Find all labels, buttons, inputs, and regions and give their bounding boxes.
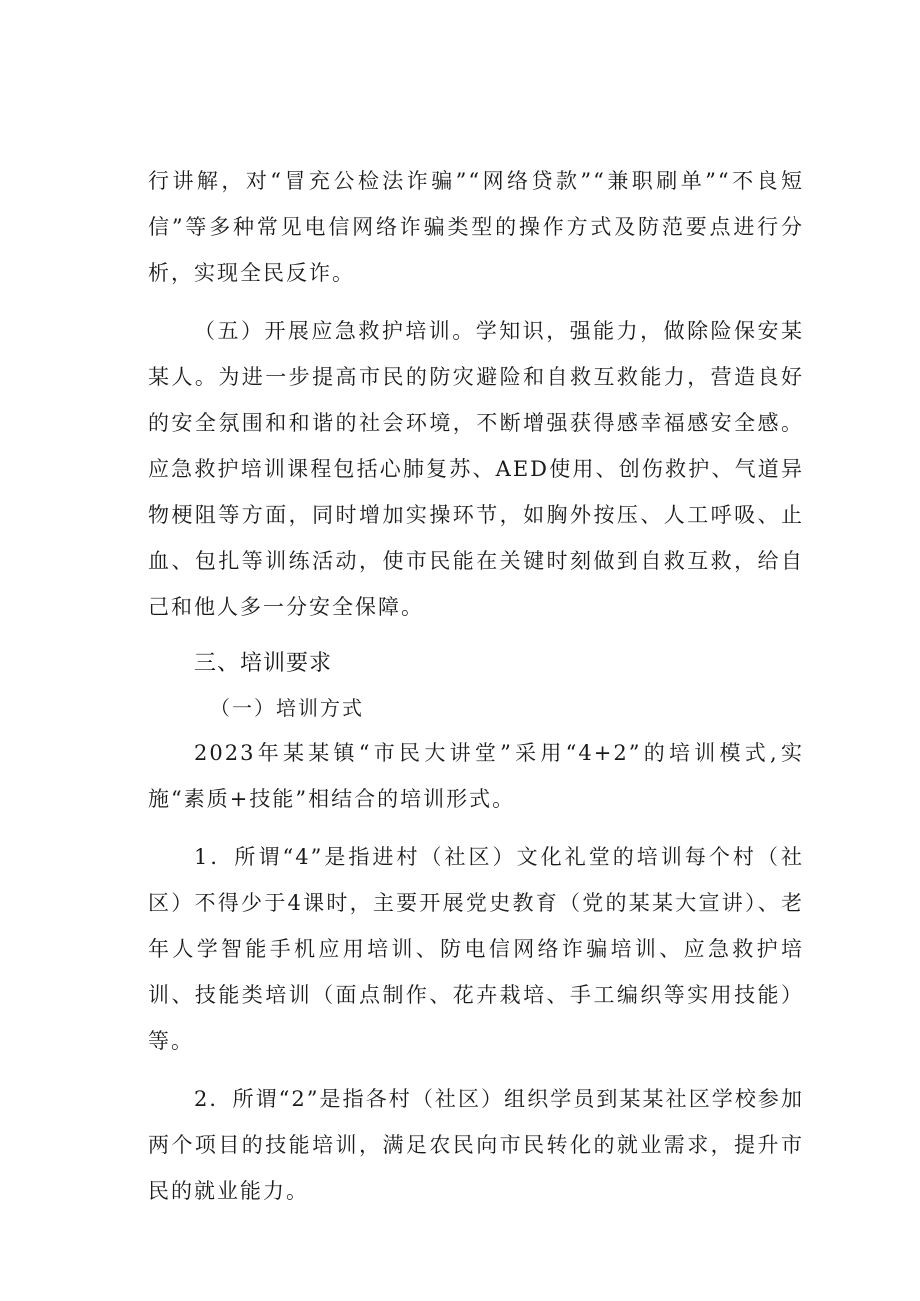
paragraph-first-aid-training: （五）开展应急救护培训。学知识，强能力，做除险保安某某人。为进一步提高市民的防灾避险和自救互救能力，营造良好的安全氛围和和谐的社会环境，不断增强获得感幸福感安全感。应急救护培训课程包括心肺复苏、AED使用、创伤救护、气道异物梗阻等方面，同时增加实操环节，如胸外按压、人工呼吸、止血、包扎等训练活动，使市民能在关键时刻做到自救互救，给自己和他人多一分安全保障。 bbox=[148, 319, 804, 619]
paragraph-fraud-explanation: 行讲解，对“冒充公检法诈骗”“网络贷款”“兼职刷单”“不良短信”等多种常见电信网络诈骗类型的操作方式及防范要点进行分析，实现全民反诈。 bbox=[148, 169, 804, 285]
section-heading-training-requirements: 三、培训要求 bbox=[194, 651, 333, 676]
subheading-training-method: （一）培训方式 bbox=[210, 696, 364, 720]
paragraph-item-2: 2．所谓“2”是指各村（社区）组织学员到某某社区学校参加两个项目的技能培训，满足农民向市民转化的就业需求，提升市民的就业能力。 bbox=[148, 1087, 804, 1203]
paragraph-item-4: 1．所谓“4”是指进村（社区）文化礼堂的培训每个村（社区）不得少于4课时，主要开展党史教育（党的某某大宣讲）、老年人学智能手机应用培训、防电信网络诈骗培训、应急救护培训、技能类培训（面点制作、花卉栽培、手工编织等实用技能）等。 bbox=[148, 845, 804, 1053]
document-page bbox=[148, 158, 804, 1226]
paragraph-training-model: 2023年某某镇“市民大讲堂”采用“4+2”的培训模式,实施“素质+技能”相结合的培训形式。 bbox=[148, 741, 804, 811]
